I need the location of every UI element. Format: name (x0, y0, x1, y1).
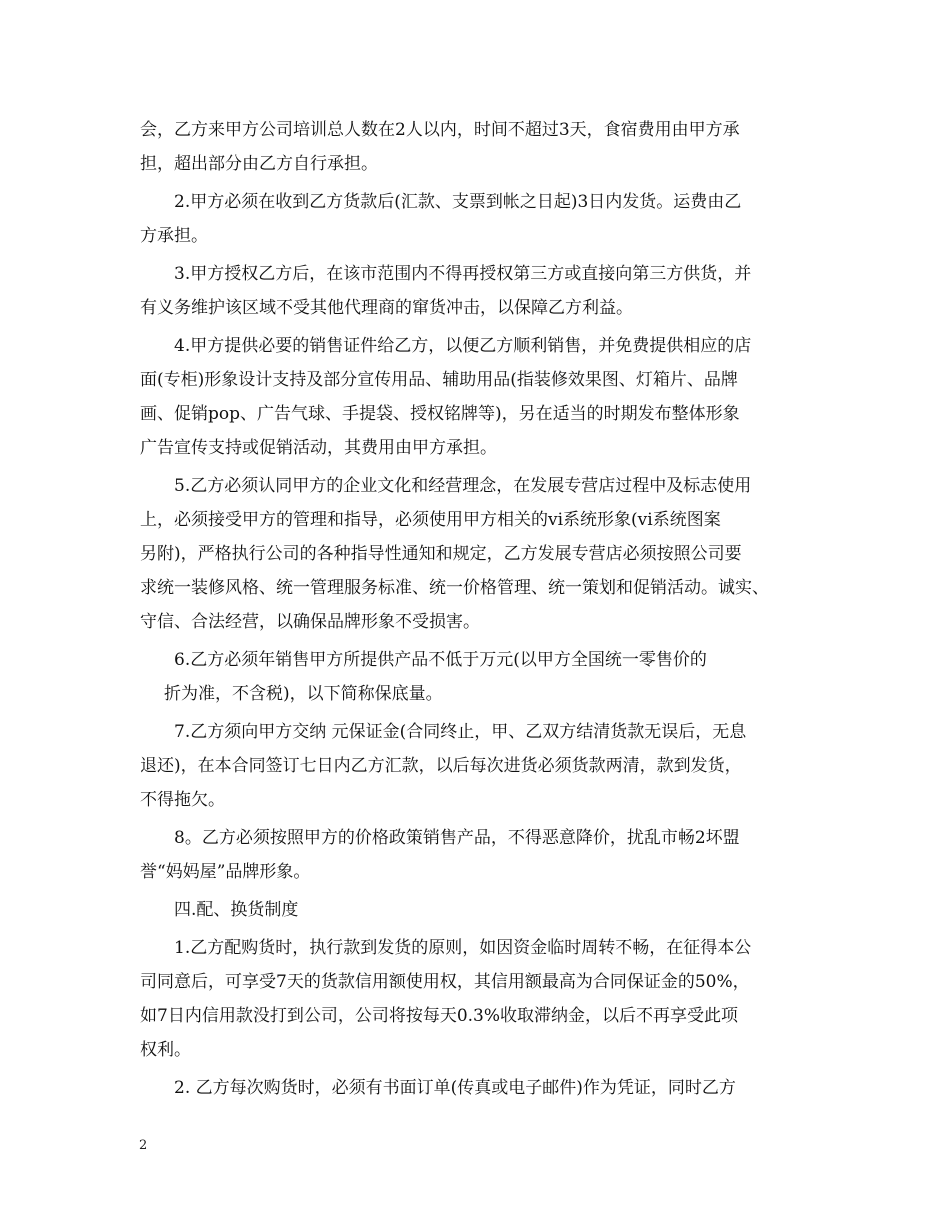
page-number: 2 (139, 1138, 148, 1153)
text-line: 誉“妈妈屋”品牌形象。 (140, 862, 311, 882)
text-line: 3.甲方授权乙方后，在该市范围内不得再授权第三方或直接向第三方供货，并 (174, 264, 752, 284)
text-line: 画、促销pop、广告气球、手提袋、授权铭牌等)，另在适当的时期发布整体形象 (140, 404, 740, 424)
text-line: 上，必须接受甲方的管理和指导，必须使用甲方相关的vi系统形象(vi系统图案 (140, 510, 721, 530)
text-line: 7.乙方须向甲方交纳 元保证金(合同终止，甲、乙双方结清货款无误后，无息 (174, 722, 747, 742)
text-line: 退还)，在本合同签订七日内乙方汇款，以后每次进货必须货款两清，款到发货， (140, 756, 742, 776)
text-line: 求统一装修风格、统一管理服务标准、统一价格管理、统一策划和促销活动。诚实、 (140, 578, 769, 598)
text-line: 四.配、换货制度 (174, 900, 299, 920)
text-line: 权利。 (140, 1040, 191, 1060)
text-line: 守信、合法经营，以确保品牌形象不受损害。 (140, 612, 480, 632)
text-line: 有义务维护该区域不受其他代理商的窜货冲击，以保障乙方利益。 (140, 298, 633, 318)
text-line: 广告宣传支持或促销活动，其费用由甲方承担。 (140, 438, 497, 458)
text-line: 司同意后，可享受7天的货款信用额使用权，其信用额最高为合同保证金的50%， (140, 972, 750, 992)
text-line: 不得拖欠。 (140, 790, 225, 810)
text-line: 2.甲方必须在收到乙方货款后(汇款、支票到帐之日起)3日内发货。运费由乙 (174, 192, 742, 212)
text-line: 会，乙方来甲方公司培训总人数在2人以内，时间不超过3天，食宿费用由甲方承 (140, 120, 740, 140)
text-line: 8。乙方必须按照甲方的价格政策销售产品，不得恶意降价，扰乱市畅2坏盟 (174, 828, 740, 848)
text-line: 5.乙方必须认同甲方的企业文化和经营理念，在发展专营店过程中及标志使用 (174, 476, 752, 496)
text-line: 如7日内信用款没打到公司，公司将按每天0.3%收取滞纳金，以后不再享受此项 (140, 1006, 739, 1026)
text-line: 1.乙方配购货时，执行款到发货的原则，如因资金临时周转不畅，在征得本公 (174, 938, 752, 958)
text-line: 6.乙方必须年销售甲方所提供产品不低于万元(以甲方全国统一零售价的 (174, 650, 707, 670)
text-line: 另附)，严格执行公司的各种指导性通知和规定，乙方发展专营店必须按照公司要 (140, 544, 742, 564)
text-line: 4.甲方提供必要的销售证件给乙方，以便乙方顺利销售，并免费提供相应的店 (174, 336, 752, 356)
text-line: 2. 乙方每次购货时，必须有书面订单(传真或电子邮件)作为凭证，同时乙方 (174, 1078, 736, 1098)
text-line: 面(专柜)形象设计支持及部分宣传用品、辅助用品(指装修效果图、灯箱片、品牌 (140, 370, 738, 390)
text-line: 方承担。 (140, 226, 208, 246)
text-line: 折为准，不含税)，以下简称保底量。 (164, 684, 443, 704)
text-line: 担，超出部分由乙方自行承担。 (140, 154, 378, 174)
